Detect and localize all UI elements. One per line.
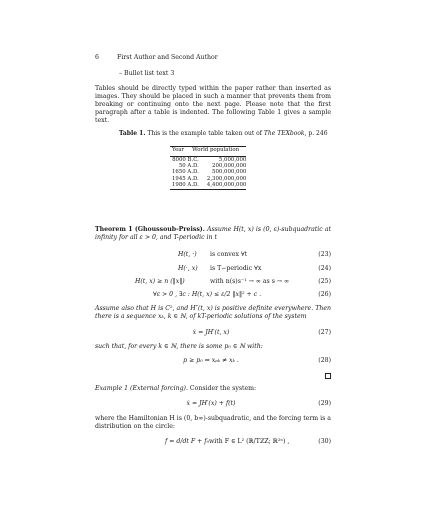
- table-caption-label: Table 1.: [119, 130, 146, 137]
- eq23-number: (23): [318, 251, 331, 258]
- table-header-row: [170, 147, 241, 153]
- example-text-2: where the Hamiltonian H is (0, b∞)-subquadratic, and the forcing term is a distribution on the circle:: [95, 415, 331, 431]
- example-title: (External forcing).: [130, 385, 188, 392]
- qed-square-icon: [325, 373, 331, 379]
- eq29: ẋ = JH′(x) + f(t): [186, 400, 236, 407]
- table-caption-source: The TEXbook,: [263, 130, 307, 137]
- theorem-text-3: such that, for every k ∈ ℕ, there is some p₀ ∈ ℕ with:: [95, 343, 263, 350]
- eq24-number: (24): [318, 265, 331, 272]
- table-cell-year: 1945 A.D.: [172, 175, 199, 182]
- theorem-label: Theorem 1 (Ghoussoub-Preiss).: [95, 226, 205, 233]
- table-caption: [119, 130, 328, 137]
- eq24-rhs: is T−periodic ∀x: [210, 265, 262, 272]
- theorem-text-1: Assume H(t, x) is (0, ε)-subquadratic at infinity for all ε > 0, and T-periodic in t: [95, 226, 331, 242]
- example-text-1: Consider the system:: [189, 385, 257, 392]
- table-row: [170, 182, 248, 188]
- table-cell-population: 4,400,000,000: [206, 181, 247, 188]
- eq26-number: (26): [318, 291, 331, 298]
- page-number: 6: [95, 54, 99, 61]
- table-bottom-rule: [170, 189, 246, 190]
- table-cell-population: 500,000,000: [212, 169, 247, 176]
- eq27-number: (27): [318, 329, 331, 336]
- eq29-number: (29): [318, 400, 331, 407]
- theorem-text-2: Assume also that H is C², and H″(t, x) is positive definite everywhere. Then there is a sequence xₖ, k ∈ ℕ, of kT-periodic solutions of the system: [95, 305, 331, 321]
- eq23-lhs: H(t, ·): [178, 251, 197, 258]
- table-cell-year: 1980 A.D.: [172, 181, 199, 188]
- table-caption-text: This is the example table taken out of: [147, 130, 262, 137]
- eq25-lhs: H(t, x) ≥ n (‖x‖): [135, 278, 185, 285]
- table-caption-page: p. 246: [308, 130, 328, 137]
- eq24-lhs: H(·, x): [178, 265, 198, 272]
- eq30-number: (30): [318, 438, 331, 445]
- example-intro: [95, 385, 256, 393]
- table-header-population: World population: [192, 147, 240, 153]
- eq23-rhs: is convex ∀t: [210, 251, 248, 258]
- table-cell-population: 200,000,000: [212, 163, 247, 170]
- eq30-rhs: with F ∈ L² (ℝ/TℤZ; ℝ²ⁿ) ,: [209, 438, 290, 445]
- running-header-authors: First Author and Second Author: [117, 54, 218, 61]
- eq28: p ≥ p₀ ⇒ xₚₖ ≠ xₖ .: [183, 357, 239, 364]
- eq25-number: (25): [318, 278, 331, 285]
- eq30-lhs: f = d/dt F + f₀: [165, 438, 210, 445]
- eq25-rhs: with n(s)s⁻¹ → ∞ as s → ∞: [210, 278, 290, 285]
- table-cell-year: 8000 B.C.: [172, 157, 199, 163]
- example-label: Example 1: [95, 385, 129, 392]
- eq26: ∀ε > 0 , ∃c : H(t, x) ≤ ε/2 ‖x‖² + c .: [153, 291, 262, 298]
- intro-paragraph: Tables should be directly typed within the paper rather than inserted as images. They should be placed in such a manner that prevents them from breaking or continuing onto the next page. Please note that the first paragraph after a table is indented. The following Table 1 gives a sample text.: [95, 85, 331, 125]
- table-cell-year: 50 A.D.: [178, 163, 199, 170]
- data-table: [170, 147, 241, 153]
- table-cell-population: 2,300,000,000: [206, 175, 247, 182]
- table-header-year: Year: [172, 147, 185, 153]
- eq27: ẋ = JH′(t, x): [192, 329, 230, 336]
- theorem-statement: [95, 226, 331, 242]
- table-cell-year: 1650 A.D.: [172, 169, 199, 176]
- eq28-number: (28): [318, 357, 331, 364]
- table-cell-population: 5,000,000: [218, 157, 247, 163]
- bullet-item: – Bullet list text 3: [119, 70, 175, 77]
- table-body: [170, 157, 248, 188]
- table-row: [170, 176, 248, 182]
